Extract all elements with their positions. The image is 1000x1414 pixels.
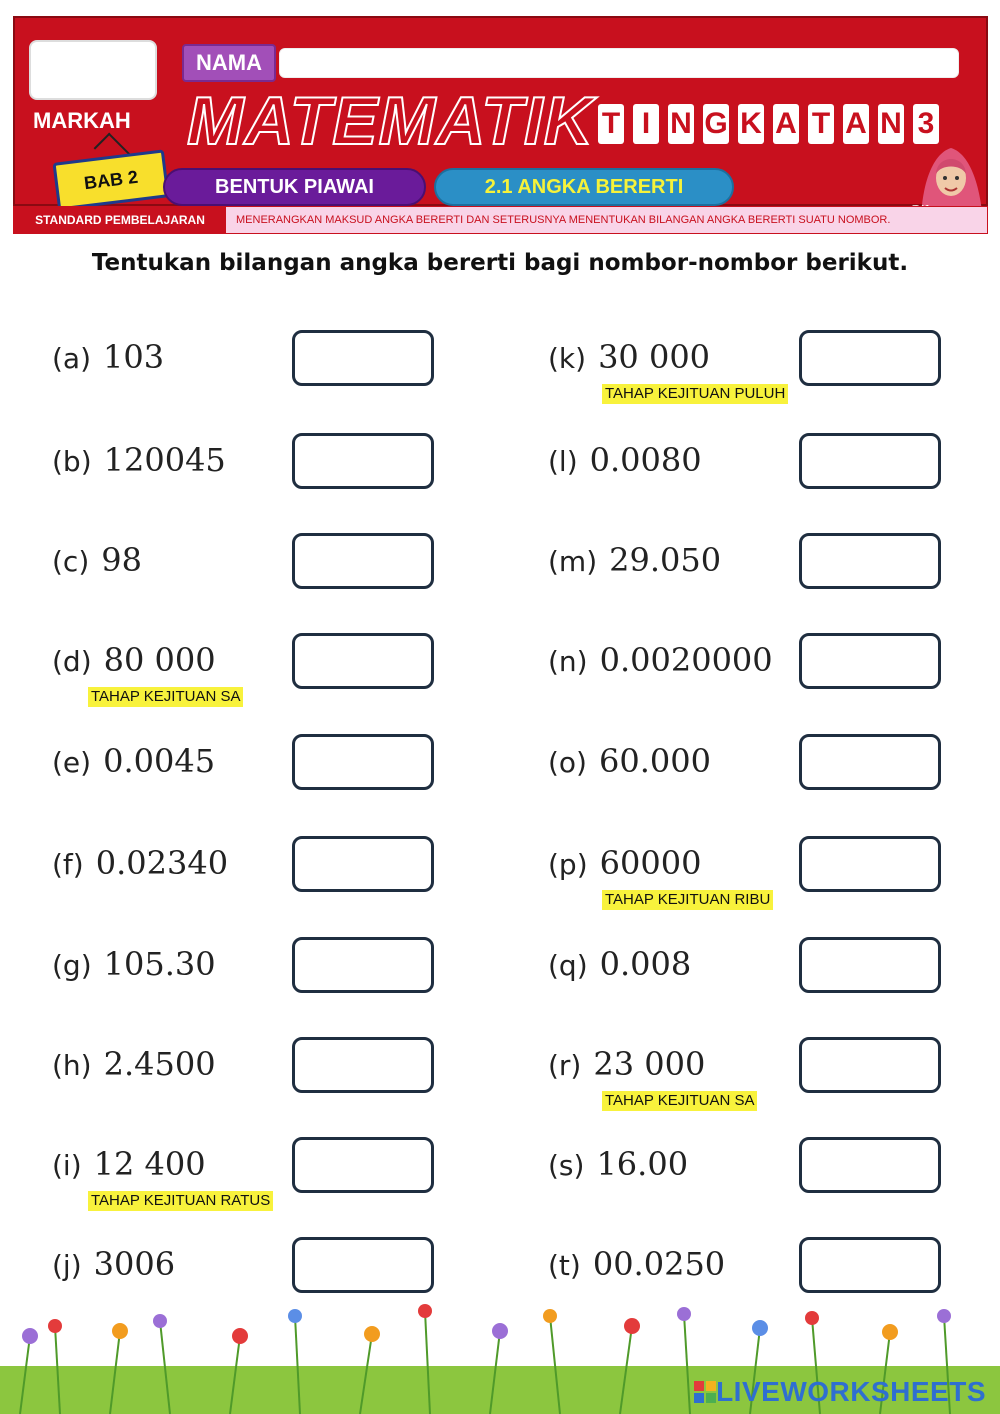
precision-hint: TAHAP KEJITUAN SA <box>602 1091 757 1111</box>
question-letter: (c) <box>52 545 90 578</box>
question-number: 0.0080 <box>589 441 702 479</box>
markah-score-box[interactable] <box>29 40 157 100</box>
question-label <box>548 338 710 376</box>
tingkatan-letter: N <box>668 104 694 144</box>
question-label <box>548 844 701 882</box>
question-letter: (k) <box>548 342 587 375</box>
answer-input[interactable] <box>799 1037 941 1093</box>
tingkatan-letter: 3 <box>913 104 939 144</box>
answer-input[interactable] <box>292 533 434 589</box>
answer-input[interactable] <box>292 330 434 386</box>
question-label <box>548 742 711 780</box>
tingkatan-letter: T <box>598 104 624 144</box>
question-letter: (l) <box>548 445 578 478</box>
question-label <box>548 441 702 479</box>
liveworksheets-logo-icon <box>694 1381 716 1403</box>
question-letter: (p) <box>548 848 588 881</box>
question-label <box>548 1045 705 1083</box>
question-label <box>52 338 164 376</box>
question-letter: (g) <box>52 949 92 982</box>
question-letter: (f) <box>52 848 84 881</box>
question-number: 00.0250 <box>592 1245 726 1283</box>
answer-input[interactable] <box>799 633 941 689</box>
question-number: 80 000 <box>103 641 216 679</box>
answer-input[interactable] <box>799 433 941 489</box>
nama-label: NAMA <box>182 44 276 82</box>
question-number: 30 000 <box>598 338 711 376</box>
question-number: 12 400 <box>93 1145 206 1183</box>
standard-bar <box>13 206 988 234</box>
question-number: 0.02340 <box>95 844 229 882</box>
tingkatan-letter: K <box>738 104 764 144</box>
question-letter: (a) <box>52 342 92 375</box>
question-label <box>52 742 215 780</box>
standard-label: STANDARD PEMBELAJARAN <box>14 207 226 233</box>
question-number: 0.0045 <box>103 742 216 780</box>
answer-input[interactable] <box>799 1137 941 1193</box>
question-letter: (h) <box>52 1049 92 1082</box>
question-letter: (e) <box>52 746 92 779</box>
question-number: 0.008 <box>599 945 692 983</box>
question-letter: (r) <box>548 1049 582 1082</box>
question-label <box>548 1145 688 1183</box>
tingkatan-letter: N <box>878 104 904 144</box>
precision-hint: TAHAP KEJITUAN SA <box>88 687 243 707</box>
answer-input[interactable] <box>799 734 941 790</box>
answer-input[interactable] <box>799 330 941 386</box>
question-label <box>52 541 142 579</box>
answer-input[interactable] <box>292 937 434 993</box>
question-number: 29.050 <box>609 541 722 579</box>
question-label <box>548 1245 725 1283</box>
answer-input[interactable] <box>292 433 434 489</box>
question-number: 60.000 <box>598 742 711 780</box>
tingkatan-letter: T <box>808 104 834 144</box>
question-label <box>548 945 691 983</box>
tingkatan-letter: G <box>703 104 729 144</box>
question-letter: (s) <box>548 1149 585 1182</box>
bab-tag: BAB 2 <box>52 149 169 210</box>
nama-input[interactable] <box>279 48 959 78</box>
answer-input[interactable] <box>799 1237 941 1293</box>
question-letter: (d) <box>52 645 92 678</box>
question-letter: (t) <box>548 1249 581 1282</box>
question-number: 2.4500 <box>103 1045 216 1083</box>
question-label <box>52 844 228 882</box>
answer-input[interactable] <box>292 1237 434 1293</box>
question-letter: (n) <box>548 645 588 678</box>
worksheet-header <box>13 16 988 206</box>
question-label <box>52 1045 216 1083</box>
instruction-text: Tentukan bilangan angka bererti bagi nombor-nombor berikut. <box>91 250 909 276</box>
markah-label: MARKAH <box>33 108 131 133</box>
answer-input[interactable] <box>799 836 941 892</box>
standard-text: MENERANGKAN MAKSUD ANGKA BERERTI DAN SETERUSNYA MENENTUKAN BILANGAN ANGKA BERERTI SUATU NOMBOR. <box>236 214 891 226</box>
subtopic-pill: 2.1 ANGKA BERERTI <box>434 168 734 206</box>
question-letter: (o) <box>548 746 587 779</box>
answer-input[interactable] <box>799 533 941 589</box>
question-number: 16.00 <box>596 1145 689 1183</box>
tingkatan-tiles <box>598 104 939 144</box>
question-number: 23 000 <box>593 1045 706 1083</box>
question-number: 120045 <box>103 441 226 479</box>
tingkatan-letter: A <box>773 104 799 144</box>
tingkatan-letter: A <box>843 104 869 144</box>
question-number: 103 <box>103 338 165 376</box>
question-letter: (j) <box>52 1249 82 1282</box>
tingkatan-letter: I <box>633 104 659 144</box>
question-letter: (b) <box>52 445 92 478</box>
question-label <box>52 641 216 679</box>
question-number: 60000 <box>599 844 702 882</box>
answer-input[interactable] <box>292 1137 434 1193</box>
question-label <box>52 1145 206 1183</box>
question-number: 3006 <box>93 1245 176 1283</box>
question-label <box>52 945 216 983</box>
question-number: 105.30 <box>103 945 216 983</box>
question-number: 0.0020000 <box>599 641 773 679</box>
question-label <box>52 1245 175 1283</box>
question-letter: (m) <box>548 545 598 578</box>
precision-hint: TAHAP KEJITUAN PULUH <box>602 384 788 404</box>
answer-input[interactable] <box>292 836 434 892</box>
answer-input[interactable] <box>292 633 434 689</box>
answer-input[interactable] <box>292 1037 434 1093</box>
question-number: 98 <box>101 541 142 579</box>
answer-input[interactable] <box>799 937 941 993</box>
answer-input[interactable] <box>292 734 434 790</box>
precision-hint: TAHAP KEJITUAN RATUS <box>88 1191 273 1211</box>
question-label <box>548 541 721 579</box>
question-letter: (i) <box>52 1149 82 1182</box>
brand-watermark: LIVEWORKSHEETS <box>716 1376 986 1407</box>
page-title: MATEMATIK <box>187 83 594 159</box>
topic-pill: BENTUK PIAWAI <box>163 168 426 206</box>
question-letter: (q) <box>548 949 588 982</box>
question-label <box>52 441 226 479</box>
question-label <box>548 641 773 679</box>
precision-hint: TAHAP KEJITUAN RIBU <box>602 890 773 910</box>
